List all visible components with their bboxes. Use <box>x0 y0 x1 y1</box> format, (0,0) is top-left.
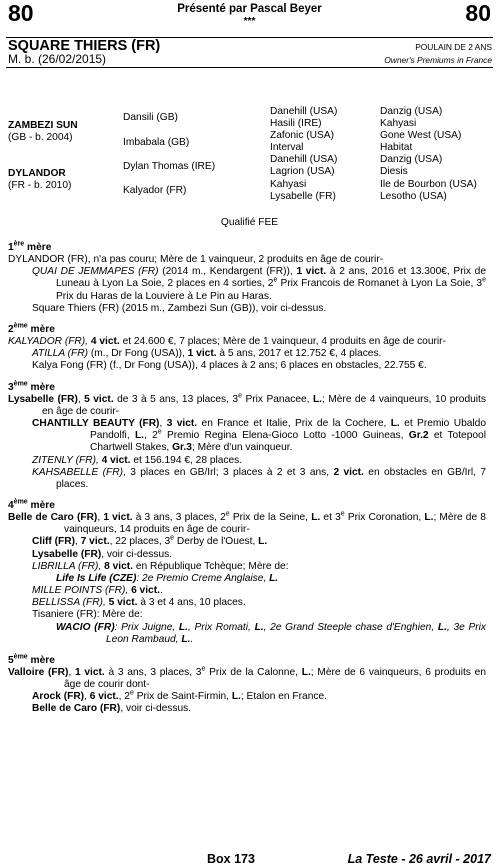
pedigree-gen3-2: Hasili (IRE) <box>270 118 322 130</box>
lot-number-left: 80 <box>8 0 34 26</box>
s3-line4: KAHSABELLE (FR), 3 places en GB/Irl; 3 places à 2 et 3 ans, 2 vict. en obstacles en GB/Irl, 7 places. <box>32 466 486 490</box>
pedigree-gen3-4: Interval <box>270 142 304 154</box>
pedigree-gen4-6: Diesis <box>380 166 408 178</box>
pedigree-gen4-4: Habitat <box>380 142 413 154</box>
pedigree-rule <box>6 67 493 68</box>
pedigree-sire <box>8 120 78 144</box>
pedigree-gen4-5: Danzig (USA) <box>380 154 443 166</box>
pedigree-gen2-4: Kalyador (FR) <box>123 185 187 196</box>
heading-5th-dam: 5ème mère <box>8 653 55 666</box>
family-body <box>8 242 486 716</box>
heading-4th-dam: 4ème mère <box>8 498 55 511</box>
s4-line6: MILLE POINTS (FR), 6 vict.. <box>32 585 163 597</box>
pedigree-gen3-3: Zafonic (USA) <box>270 130 334 142</box>
dam-info: (FR - b. 2010) <box>8 180 72 192</box>
s4-line1: Belle de Caro (FR), 1 vict. à 3 ans, 3 places, 2e Prix de la Seine, L. et 3e Prix Coronation, L.; Mère de 8 vainqueurs, 14 produits en âge de courir- <box>8 510 486 536</box>
pedigree-gen3-1: Danehill (USA) <box>270 106 338 117</box>
s5-line1: Valloire (FR), 1 vict. à 3 ans, 3 places, 3e Prix de la Calonne, L.; Mère de 6 vainqueurs, 6 produits en âge de courir dont- <box>8 665 486 691</box>
s4-line2: Cliff (FR), 7 vict., 22 places, 3e Derby de l'Ouest, L. <box>32 535 268 548</box>
pedigree-dam <box>8 168 71 192</box>
footer-box: Box 173 <box>207 852 255 866</box>
pedigree-gen4 <box>380 106 477 203</box>
pedigree-gen4-2: Kahyasi <box>380 118 417 130</box>
pedigree-gen2-1: Dansili (GB) <box>123 112 178 123</box>
pedigree-gen3-6: Lagrion (USA) <box>270 166 335 178</box>
heading-1st-dam: 1ère mère <box>8 240 52 253</box>
pedigree-gen2-3: Dylan Thomas (IRE) <box>123 161 216 172</box>
s1-line3: Square Thiers (FR) (2015 m., Zambezi Sun (GB)), voir ci-dessus. <box>32 302 327 314</box>
s4-line4: LIBRILLA (FR), 8 vict. en République Tchèque; Mère de: <box>32 560 289 572</box>
pedigree-gen4-8: Lesotho (USA) <box>380 190 447 202</box>
heading-3rd-dam: 3ème mère <box>8 380 55 393</box>
s4-line9: WACIO (FR): Prix Juigne, L., Prix Romati, L., 2e Grand Steeple chase d'Enghien, L., 3e Prix Leon Rambaud, L.. <box>56 621 487 645</box>
s1-line2: QUAI DE JEMMAPES (FR) (2014 m., Kendargent (FR)), 1 vict. à 2 ans, 2016 et 13.300€, Prix de Luneau à Lyon La Soie, 2 places en 4 sorties, 2e Prix Francois de Romanet à Lyon La Soie, 3e Prix du Haras de la Louviere à Le Pin au Haras. <box>32 266 486 302</box>
pedigree-gen3-7: Kahyasi <box>270 178 307 190</box>
s2-line2: ATILLA (FR) (m., Dr Fong (USA)), 1 vict. à 5 ans, 2017 et 12.752 €, 4 places. <box>32 348 382 360</box>
s4-line3: Lysabelle (FR), voir ci-dessus. <box>32 548 173 560</box>
s4-line5: Life Is Life (CZE): 2e Premio Creme Anglaise, L. <box>56 572 279 584</box>
s2-line3: Kalya Fong (FR) (f., Dr Fong (USA)), 4 places à 2 ans; 6 places en obstacles, 22.755 €. <box>32 360 427 372</box>
stars: *** <box>243 16 256 27</box>
horse-colour-birth: M. b. (26/02/2015) <box>8 52 107 66</box>
s3-line1: Lysabelle (FR), 5 vict. de 3 à 5 ans, 13 places, 3e Prix Panacee, L.; Mère de 4 vainqueurs, 10 produits en âge de courir- <box>8 392 486 417</box>
pedigree-gen4-1: Danzig (USA) <box>380 106 443 117</box>
horse-name: SQUARE THIERS (FR) <box>8 38 161 54</box>
lot-number-right: 80 <box>465 0 491 26</box>
pedigree-gen2-2: Imbabala (GB) <box>123 137 190 148</box>
s3-line3: ZITENLY (FR), 4 vict. et 156.194 €, 28 places. <box>32 454 243 466</box>
s2-line1: KALYADOR (FR), 4 vict. et 24.600 €, 7 places; Mère de 1 vainqueur, 4 produits en âge de courir- <box>8 336 446 348</box>
presenter: Présenté par Pascal Beyer <box>177 3 322 15</box>
pedigree-gen4-3: Gone West (USA) <box>380 130 462 142</box>
s4-line7: BELLISSA (FR), 5 vict. à 3 et 4 ans, 10 places. <box>32 597 246 609</box>
sire-info: (GB - b. 2004) <box>8 132 73 144</box>
s1-line1: DYLANDOR (FR), n'a pas couru; Mère de 1 vainqueur, 2 produits en âge de courir- <box>8 254 384 266</box>
sire-name: ZAMBEZI SUN <box>8 120 78 131</box>
footer-sale: La Teste - 26 avril - 2017 <box>347 852 491 866</box>
pedigree-gen3-5: Danehill (USA) <box>270 154 338 166</box>
qualification: Qualifié FEE <box>220 217 279 228</box>
owner-premiums: Owner's Premiums in France <box>384 55 492 65</box>
s3-line2: CHANTILLY BEAUTY (FR), 3 vict. en France et Italie, Prix de la Cochere, L. et Premio Ubaldo Pandolfi, L., 2e Premio Regina Elena-Gioco Lotto -1000 Guineas, Gr.2 et Totepool Chartwell Stakes, Gr.3; Mère d'un vainqueur. <box>32 418 486 454</box>
pedigree-gen3-8: Lysabelle (FR) <box>270 190 336 202</box>
dam-name: DYLANDOR <box>8 168 66 179</box>
pedigree-gen3 <box>270 106 337 203</box>
s4-line8: Tisaniere (FR): Mère de: <box>32 609 143 621</box>
heading-2nd-dam: 2ème mère <box>8 322 55 335</box>
pedigree-gen4-7: Ile de Bourbon (USA) <box>380 178 477 190</box>
horse-category: POULAIN DE 2 ANS <box>415 42 492 52</box>
s5-line2: Arock (FR), 6 vict., 2e Prix de Saint-Firmin, L.; Etalon en France. <box>32 689 327 703</box>
s5-line3: Belle de Caro (FR), voir ci-dessus. <box>32 703 192 715</box>
